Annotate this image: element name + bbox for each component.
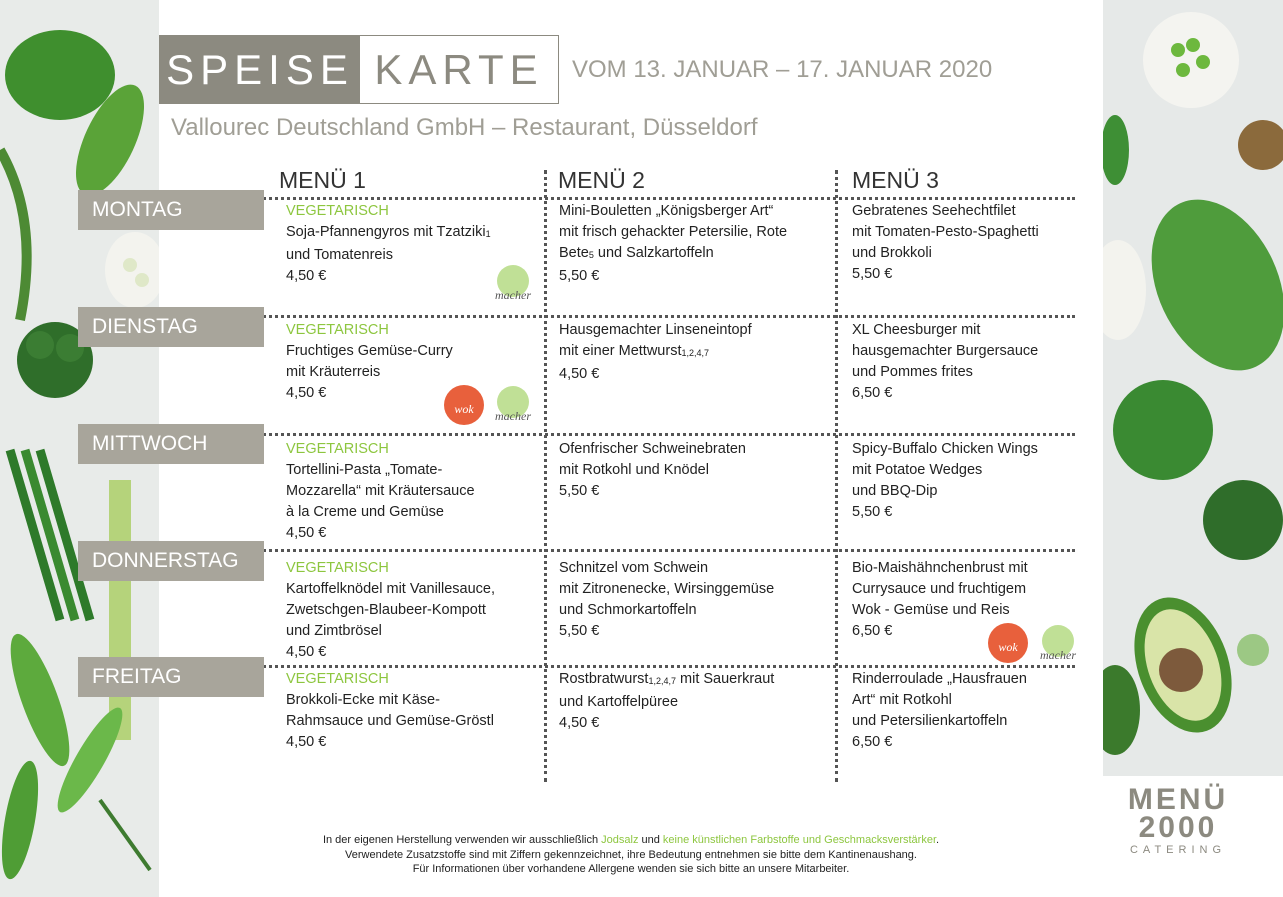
dish-line: à la Creme und Gemüse: [286, 504, 444, 520]
fitmacher-icon: [1030, 624, 1088, 662]
menu-3-heading: MENÜ 3: [852, 167, 939, 193]
dish-line: Schnitzel vom Schwein: [559, 560, 709, 576]
menu-item-mo-2: [559, 201, 787, 287]
price: 5,50 €: [559, 268, 600, 284]
date-range: VOM 13. JANUAR – 17. JANUAR 2020: [572, 56, 993, 83]
column-divider: [544, 170, 547, 782]
day-label-montag: MONTAG: [78, 190, 264, 230]
price: 4,50 €: [286, 385, 327, 401]
dish-line: Kartoffelknödel mit Vanillesauce,: [286, 581, 496, 597]
menu-item-di-2: [559, 320, 752, 385]
footer-line-2: Verwendete Zusatzstoffe sind mit Ziffern gekennzeichnet, ihre Bedeutung entnehmen sie bitte dem Kantinenaushang.: [345, 848, 917, 861]
menue-2000-logo: MENÜ 2000 CATERING: [1127, 783, 1229, 856]
dish-line: mit Kräuterreis: [286, 364, 381, 380]
dish-line: Art“ mit Rotkohl: [852, 692, 952, 708]
dish-line: und Petersilienkartoffeln: [852, 713, 1008, 729]
footer-notes: [159, 833, 1103, 877]
menu-item-fr-3: [852, 669, 1027, 753]
menu-item-mo-3: [852, 201, 1039, 285]
dish-line: hausgemachter Burgersauce: [852, 343, 1039, 359]
menu-item-mi-1: [286, 439, 475, 544]
svg-text:macher: macher: [495, 409, 531, 423]
vegetable-photo-right: [1103, 0, 1283, 776]
additive-note: 5: [588, 250, 594, 260]
price: 5,50 €: [852, 266, 893, 282]
dish-line: Fruchtiges Gemüse-Curry: [286, 343, 453, 359]
dish-line: Wok - Gemüse und Reis: [852, 602, 1010, 618]
svg-text:macher: macher: [495, 288, 531, 302]
dish-line: mit Potatoe Wedges: [852, 462, 983, 478]
dish-line: Rostbratwurst$_{1,2,4,7}$ mit Sauerkraut: [559, 671, 775, 687]
menu-item-mo-1: [286, 201, 491, 287]
title-karte: KARTE: [374, 45, 544, 93]
dish-line: Gebratenes Seehechtfilet: [852, 203, 1016, 219]
footer-line-1: In der eigenen Herstellung verwenden wir ausschließlich Jodsalz und keine künstlichen Farbstoffe und Geschmacksverstärker.: [322, 834, 940, 846]
day-label-mittwoch: MITTWOCH: [78, 424, 264, 464]
menu-item-do-1: [286, 558, 495, 663]
dish-line: Mozzarella“ mit Kräutersauce: [286, 483, 475, 499]
additive-note: 1: [485, 229, 491, 239]
menu-item-fr-2: [559, 669, 774, 734]
dish-line: mit Rotkohl und Knödel: [559, 462, 709, 478]
wok-icon: [986, 622, 1032, 664]
dish-line: und Tomatenreis: [286, 247, 393, 263]
day-label-freitag: FREITAG: [78, 657, 264, 697]
dish-line: Rinderroulade „Hausfrauen: [852, 671, 1027, 687]
dish-line: mit frisch gehackter Petersilie, Rote: [559, 224, 788, 240]
title-box: [159, 35, 559, 104]
title-speise: SPEISE: [160, 36, 360, 103]
dish-line: und BBQ-Dip: [852, 483, 938, 499]
menu-item-di-3: [852, 320, 1038, 404]
row-divider: [240, 665, 1075, 668]
day-label-dienstag: DIENSTAG: [78, 307, 264, 347]
menu-item-mi-3: [852, 439, 1038, 523]
price: 5,50 €: [559, 483, 600, 499]
row-divider: [240, 197, 1075, 200]
dish-line: Hausgemachter Linseneintopf: [559, 322, 752, 338]
fitmacher-icon: [485, 385, 543, 423]
column-divider: [835, 170, 838, 782]
fitmacher-icon: [485, 264, 543, 302]
restaurant-subtitle: Vallourec Deutschland GmbH – Restaurant, Düsseldorf: [171, 114, 758, 141]
vegetarian-tag: VEGETARISCH: [286, 203, 389, 219]
menu-1-heading: MENÜ 1: [279, 167, 366, 193]
dish-line: Rahmsauce und Gemüse-Gröstl: [286, 713, 494, 729]
dish-line: Bio-Maishähnchenbrust mit: [852, 560, 1028, 576]
price: 4,50 €: [286, 268, 327, 284]
menu-item-di-1: [286, 320, 453, 404]
svg-text:wok: wok: [998, 640, 1018, 654]
footer-line-3: Für Informationen über vorhandene Allergene wenden sie sich bitte an unsere Mitarbeiter.: [412, 863, 850, 875]
price: 5,50 €: [852, 504, 893, 520]
dish-line: mit Zitronenecke, Wirsinggemüse: [559, 581, 775, 597]
price: 5,50 €: [559, 623, 600, 639]
vegetarian-tag: VEGETARISCH: [286, 560, 389, 576]
row-divider: [240, 433, 1075, 436]
dish-line: Tortellini-Pasta „Tomate-: [286, 462, 443, 478]
additive-note: 1,2,4,7: [648, 676, 676, 686]
dish-line: und Kartoffelpüree: [559, 694, 679, 710]
dish-line: Ofenfrischer Schweinebraten: [559, 441, 746, 457]
menu-item-do-2: [559, 558, 774, 642]
dish-line: und Brokkoli: [852, 245, 932, 261]
dish-line: mit Tomaten-Pesto-Spaghetti: [852, 224, 1039, 240]
menu-item-mi-2: [559, 439, 746, 502]
vegetarian-tag: VEGETARISCH: [286, 671, 389, 687]
wok-icon: [442, 384, 488, 426]
dish-line: und Pommes frites: [852, 364, 973, 380]
price: 6,50 €: [852, 623, 893, 639]
price: 4,50 €: [559, 366, 600, 382]
price: 4,50 €: [286, 734, 327, 750]
dish-line: mit einer Mettwurst$_{1,2,4,7}$: [559, 343, 710, 359]
dish-line: Spicy-Buffalo Chicken Wings: [852, 441, 1038, 457]
price: 6,50 €: [852, 385, 893, 401]
row-divider: [240, 549, 1075, 552]
vegetables-illustration: [1103, 0, 1283, 776]
svg-text:wok: wok: [454, 402, 474, 416]
dish-line: Soja-Pfannengyros mit Tzatziki$_1$: [286, 224, 491, 240]
price: 4,50 €: [559, 715, 600, 731]
dish-line: XL Cheesburger mit: [852, 322, 981, 338]
dish-line: Currysauce und fruchtigem: [852, 581, 1027, 597]
dish-line: Mini-Bouletten „Königsberger Art“: [559, 203, 774, 219]
vegetarian-tag: VEGETARISCH: [286, 441, 389, 457]
price: 4,50 €: [286, 644, 327, 660]
dish-line: Zwetschgen-Blaubeer-Kompott: [286, 602, 486, 618]
menu-2-heading: MENÜ 2: [558, 167, 645, 193]
price: 4,50 €: [286, 525, 327, 541]
additive-note: 1,2,4,7: [681, 348, 710, 358]
dish-line: Brokkoli-Ecke mit Käse-: [286, 692, 440, 708]
svg-text:macher: macher: [1040, 648, 1076, 662]
menu-item-fr-1: [286, 669, 494, 753]
row-divider: [240, 315, 1075, 318]
day-label-donnerstag: DONNERSTAG: [78, 541, 264, 581]
dish-line: und Zimtbrösel: [286, 623, 382, 639]
dish-line: und Schmorkartoffeln: [559, 602, 697, 618]
price: 6,50 €: [852, 734, 893, 750]
vegetarian-tag: VEGETARISCH: [286, 322, 389, 338]
dish-line: Bete$_5$ und Salzkartoffeln: [559, 245, 714, 261]
